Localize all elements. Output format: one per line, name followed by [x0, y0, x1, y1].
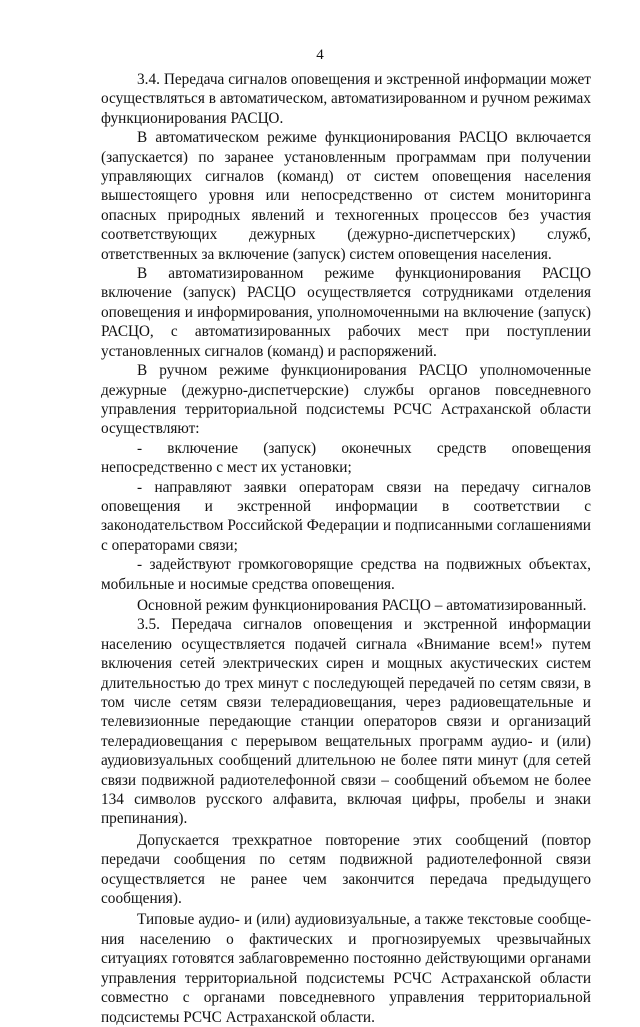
paragraph-3-5: 3.5. Передача сигналов оповещения и экстренной информации населению осуществляется подачей сигнала «Внимание всем!» путем включения сетей электрических сирен и мощных акустических систем длительностью до трех минут с последующей передачей по сетям связи, в том числе сетям связи телерадиовещания, через радиовещательные и телевизионные передающие станции операторов связи и организаций телерадиовещания с перерывом вещательных программ аудио- и (или) аудиовизуальных сообщений длительною не более пяти минут (для сетей связи подвижной радиотелефонной связи – сообщений объемом не более 134 символов русского алфавита, включая цифры, пробелы и знаки препинания). — [101, 616, 591, 828]
paragraph-typical-messages: Типовые аудио- и (или) аудиовизуальные, а также текстовые сообщения населению о фактических и прогнозируемых чрезвычайных ситуациях готовятся заблаговременно постоянно действующими органами управления территориальной подсистемы РСЧС Астраханской области совместно с органами повседневного управления территориальной подсистемы РСЧС Астраханской области. — [101, 911, 591, 1026]
paragraph-repeat: Допускается трехкратное повторение этих сообщений (повтор передачи сообщения по сетям подвижной радиотелефонной связи осуществляется не ранее чем закончится передача предыдущего сообщения). — [101, 831, 591, 908]
document-body — [101, 70, 591, 1027]
paragraph-3-4: 3.4. Передача сигналов оповещения и экстренной информации может осуществляться в автоматическом, автоматизированном и ручном режимах функционирования РАСЦО. — [101, 71, 591, 127]
list-item-activation: - включение (запуск) оконечных средств оповещения непосредственно с мест их установки; — [101, 439, 591, 477]
list-item-loudspeakers: - задействуют громкоговорящие средства на подвижных объектах, мобильные и носимые средства оповещения. — [101, 556, 591, 593]
paragraph-main-mode: Основной режим функционирования РАСЦО – автоматизированный. — [137, 596, 587, 614]
paragraph-automatic-mode: В автоматическом режиме функционирования РАСЦО включается (запускается) по заранее установленным программам при получении управляющих сигналов (команд) от систем оповещения населения вышестоящего уровня или непосредственно от систем мониторинга опасных природных явлений и техногенных процессов без участия соответствующих дежурных (дежурно-диспетчерских) служб, ответственных за включение (запуск) систем оповещения населения. — [101, 129, 591, 263]
paragraph-manual-mode: В ручном режиме функционирования РАСЦО уполномоченные дежурные (дежурно-диспетчерские) службы органов повседневного управления территориальной подсистемы РСЧС Астраханской области осуществляют: — [101, 362, 591, 438]
paragraph-automated-mode: В автоматизированном режиме функционирования РАСЦО включение (запуск) РАСЦО осуществляется сотрудниками отделения оповещения и информирования, уполномоченными на включение (запуск) РАСЦО, с автоматизированных рабочих мест при поступлении установленных сигналов (команд) и распоряжений. — [101, 265, 591, 360]
page-number: 4 — [316, 47, 324, 63]
list-item-requests: - направляют заявки операторам связи на передачу сигналов оповещения и экстренной информации в соответствии с законодательством Российской Федерации и подписанными соглашениями с операторами связи; — [101, 478, 591, 554]
